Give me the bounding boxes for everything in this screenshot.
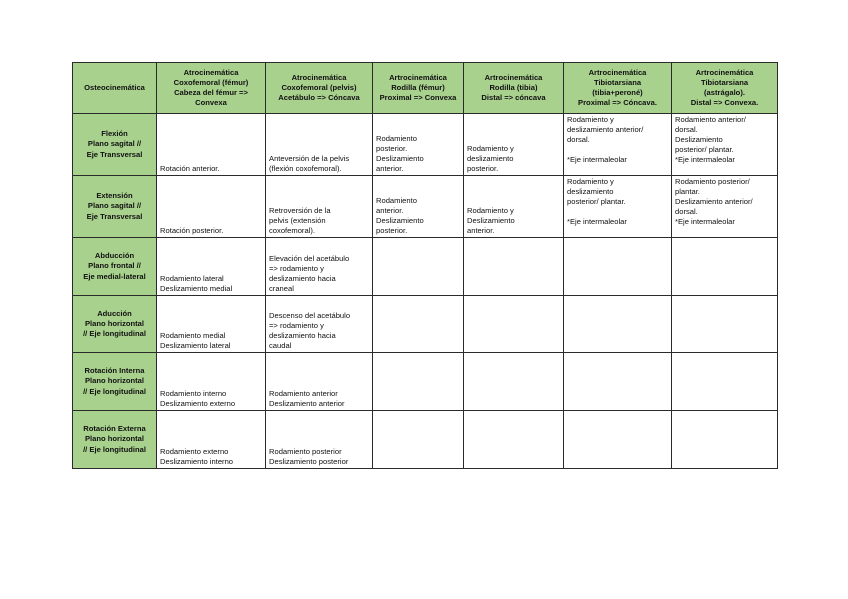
table-cell: Rodamiento medial Deslizamiento lateral [157,296,266,353]
table-row [73,238,778,296]
table-cell: Rodamiento anterior/ dorsal. Deslizamiento posterior/ plantar. *Eje intermaleolar [672,114,778,176]
header-row [73,63,778,114]
table-cell: Rodamiento posterior/ plantar. Deslizamiento anterior/ dorsal. *Eje intermaleolar [672,176,778,238]
table-cell: Rodamiento y deslizamiento posterior/ plantar. *Eje intermaleolar [564,176,672,238]
table-cell [464,296,564,353]
header-tibiotarsiana-astragalo: Artrocinemática Tibiotarsiana (astrágalo). Distal => Convexa. [672,63,778,114]
table-cell: Rodamiento y deslizamiento posterior. [464,114,564,176]
table-cell: Rodamiento posterior Deslizamiento posterior [266,411,373,469]
row-label-abduccion: Abducción Plano frontal // Eje medial-lateral [73,238,157,296]
table-row [73,176,778,238]
table-cell [464,411,564,469]
table-cell [373,353,464,411]
table-row [73,114,778,176]
table-cell: Elevación del acetábulo => rodamiento y deslizamiento hacia craneal [266,238,373,296]
table-cell [672,411,778,469]
table-cell: Rodamiento y Deslizamiento anterior. [464,176,564,238]
table-cell [564,238,672,296]
header-coxofemoral-femur: Atrocinemática Coxofemoral (fémur) Cabeza del fémur => Convexa [157,63,266,114]
header-osteocinematica: Osteocinemática [73,63,157,114]
table-cell: Retroversión de la pelvis (extensión coxofemoral). [266,176,373,238]
header-rodilla-tibia: Artrocinemática Rodilla (tibia) Distal => cóncava [464,63,564,114]
table-cell [564,296,672,353]
table-cell [373,296,464,353]
table-cell: Rodamiento anterior Deslizamiento anterior [266,353,373,411]
table-cell [672,296,778,353]
table-cell: Rotación anterior. [157,114,266,176]
table-cell [464,353,564,411]
row-label-extension: Extensión Plano sagital // Eje Transversal [73,176,157,238]
header-tibiotarsiana-tibia-perone: Artrocinemática Tibiotarsiana (tibia+peroné) Proximal => Cóncava. [564,63,672,114]
table-cell: Rodamiento y deslizamiento anterior/ dorsal. *Eje intermaleolar [564,114,672,176]
row-label-aduccion: Aducción Plano horizontal // Eje longitudinal [73,296,157,353]
header-coxofemoral-pelvis: Atrocinemática Coxofemoral (pelvis) Acetábulo => Cóncava [266,63,373,114]
table-cell: Rodamiento anterior. Deslizamiento posterior. [373,176,464,238]
table-cell: Rodamiento lateral Deslizamiento medial [157,238,266,296]
header-rodilla-femur: Artrocinemática Rodilla (fémur) Proximal => Convexa [373,63,464,114]
table-cell [564,411,672,469]
table-cell: Descenso del acetábulo => rodamiento y deslizamiento hacia caudal [266,296,373,353]
table-row [73,411,778,469]
table-cell [373,411,464,469]
row-label-flexion: Flexión Plano sagital // Eje Transversal [73,114,157,176]
table-cell [373,238,464,296]
table-cell: Rotación posterior. [157,176,266,238]
table-cell [464,238,564,296]
table-cell: Rodamiento externo Deslizamiento interno [157,411,266,469]
document-page [72,62,778,469]
table-row [73,296,778,353]
table-cell [672,238,778,296]
table-cell: Anteversión de la pelvis (flexión coxofemoral). [266,114,373,176]
table-row [73,353,778,411]
table-cell [672,353,778,411]
row-label-rotacion-externa: Rotación Externa Plano horizontal // Eje longitudinal [73,411,157,469]
row-label-rotacion-interna: Rotación Interna Plano horizontal // Eje longitudinal [73,353,157,411]
table-cell: Rodamiento posterior. Deslizamiento anterior. [373,114,464,176]
table-cell [564,353,672,411]
kinematics-table [72,62,778,469]
table-cell: Rodamiento interno Deslizamiento externo [157,353,266,411]
